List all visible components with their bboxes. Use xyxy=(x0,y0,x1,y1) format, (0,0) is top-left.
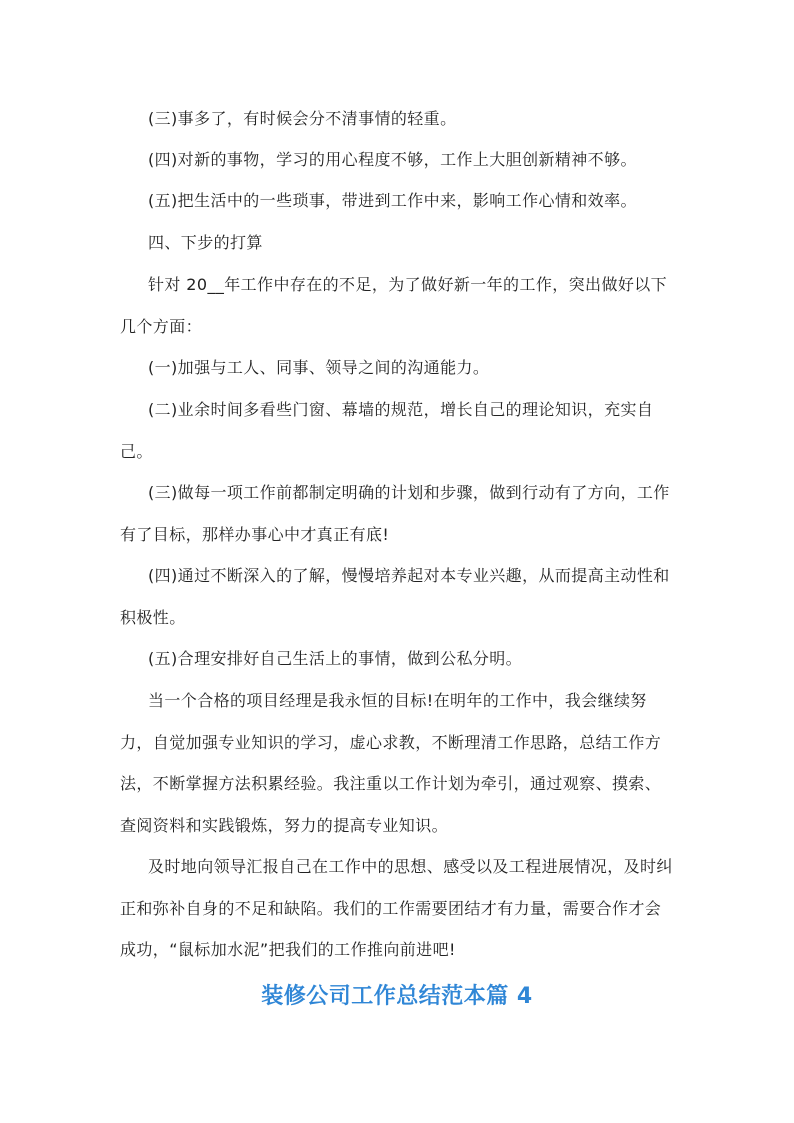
section-heading-next-steps: 四、下步的打算 xyxy=(148,233,263,252)
section-title: 装修公司工作总结范本篇 4 xyxy=(261,984,533,1009)
plan-item-3: (三)做每一项工作前都制定明确的计划和步骤，做到行动有了方向，工作有了目标，那样办事心中才真正有底! xyxy=(120,483,670,544)
plan-item-5: (五)合理安排好自己生活上的事情，做到公私分明。 xyxy=(148,649,523,668)
paragraph-reporting: 及时地向领导汇报自己在工作中的思想、感受以及工程进展情况，及时纠正和弥补自身的不足和缺陷。我们的工作需要团结才有力量，需要合作才会成功，“鼠标加水泥”把我们的工作推向前进吧! xyxy=(120,857,673,959)
plan-item-4: (四)通过不断深入的了解，慢慢培养起对本专业兴趣，从而提高主动性和积极性。 xyxy=(120,566,670,627)
paragraph-item-3: (三)事多了，有时候会分不清事情的轻重。 xyxy=(148,109,457,128)
paragraph-intro: 针对 20__年工作中存在的不足，为了做好新一年的工作，突出做好以下几个方面： xyxy=(120,275,668,336)
plan-item-2: (二)业余时间多看些门窗、幕墙的规范，增长自己的理论知识，充实自己。 xyxy=(120,400,654,461)
plan-item-1: (一)加强与工人、同事、领导之间的沟通能力。 xyxy=(148,358,490,377)
paragraph-item-4: (四)对新的事物，学习的用心程度不够，工作上大胆创新精神不够。 xyxy=(148,150,637,169)
paragraph-item-5: (五)把生活中的一些琐事，带进到工作中来，影响工作心情和效率。 xyxy=(148,191,637,210)
paragraph-goal: 当一个合格的项目经理是我永恒的目标!在明年的工作中，我会继续努力，自觉加强专业知识的学习，虚心求教，不断理清工作思路，总结工作方法，不断掌握方法积累经验。我注重以工作计划为牵引，通过观察、摸索、查阅资料和实践锻炼，努力的提高专业知识。 xyxy=(120,691,662,835)
